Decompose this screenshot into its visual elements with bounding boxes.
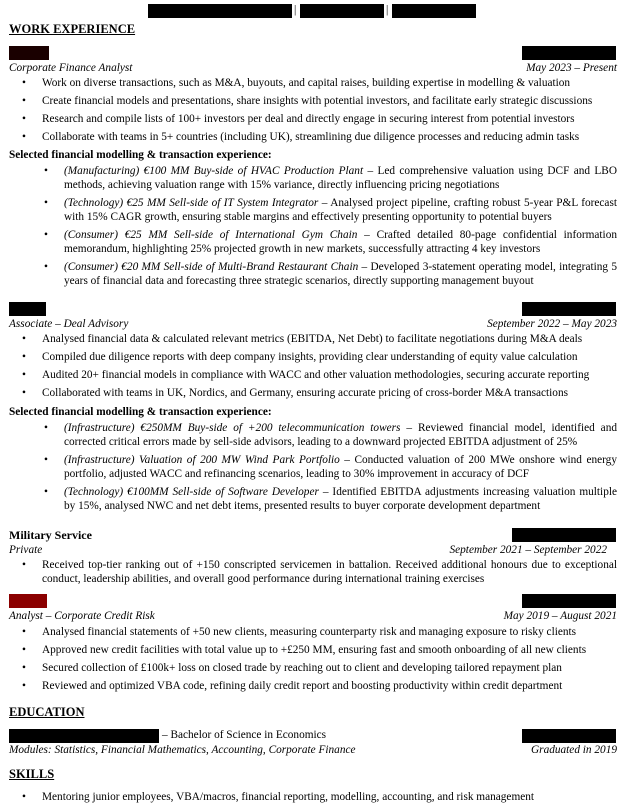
deal-item [64,260,617,292]
deal-item [64,421,617,453]
military-dates: September 2021 – September 2022 [449,544,607,556]
deal-item [64,485,617,517]
deal-text: – Developed 3-statement operating model, integrating 5 years of financial data and forecasting three strategic scenarios, directly supporting management buyout [64,261,617,288]
modules: Modules: Statistics, Financial Mathematics, Accounting, Corporate Finance [9,744,356,756]
deal-tag: (Consumer) €25 MM Sell-side of International Gym Chain [64,229,358,241]
list-item: • Approved new credit facilities with total value up to +£250 MM, ensuring fast and smooth onboarding of all new clients [42,643,617,661]
contact-separator: | [386,4,389,16]
redacted-employer [9,302,46,316]
military-role: Private [9,544,43,556]
deal-text: – Led comprehensive valuation using DCF and LBO methods, achieving valuation range with 15% variance, directly influencing pricing negotiations [64,165,617,192]
list-item: • Work on diverse transactions, such as M&A, buyouts, and capital raises, building expertise in modelling & valuation [42,76,617,94]
deal-text: – Reviewed financial model, identified and corrected critical errors made by sell-side advisors, leading to a downward projected EBITDA adjustment of 25% [64,422,617,449]
redacted-contact-2 [300,4,384,18]
deal-tag: (Infrastructure) €250MM Buy-side of +200 telecommunication towers [64,422,401,434]
job-header [9,317,617,331]
redacted-location [512,528,616,542]
deal-text: – Identified EBITDA adjustments increasing valuation multiple by 15%, analysed NWC and net debt items, presented results to buyer corporate development department [64,486,617,513]
list-item: • Compiled due diligence reports with deep company insights, providing clear understanding of equity value calculation [42,350,617,368]
list-item: • Mentoring junior employees, VBA/macros, financial reporting, modelling, accounting, and risk management [42,790,617,804]
list-item: • Create financial models and presentations, share insights with potential investors, and facilitate early strategic discussions [42,94,617,112]
deal-text: – Conducted valuation of 200 MWe onshore wind energy portfolio, adjusted WACC and refinancing scenarios, leading to 30% improvement in accuracy of DCF [64,454,617,481]
section-title-education: EDUCATION [9,705,85,719]
redacted-contact-3 [392,4,476,18]
sub-heading: Selected financial modelling & transaction experience: [9,406,272,418]
deal-list [64,421,617,517]
skills-bullets [42,790,617,804]
section-title-work: WORK EXPERIENCE [9,22,136,36]
job-team: – Corporate Credit Risk [42,610,155,622]
list-item: • Collaborate with teams in 5+ countries (including UK), streamlining due diligence processes and reducing admin tasks [42,130,617,148]
redacted-location [522,594,616,608]
military-bullets [42,558,617,586]
degree: – Bachelor of Science in Economics [162,729,327,741]
military-title: Military Service [9,528,92,542]
redacted-location [522,302,616,316]
deal-tag: (Manufacturing) €100 MM Buy-side of HVAC Production Plant [64,165,364,177]
redacted-employer [9,46,49,60]
list-item: • Collaborated with teams in UK, Nordics, and Germany, ensuring accurate pricing of cross-border M&A transactions [42,386,617,404]
job-bullets [42,332,617,404]
deal-item [64,453,617,485]
redacted-contact-1 [148,4,292,18]
sub-heading: Selected financial modelling & transaction experience: [9,149,272,161]
job-title [9,317,128,331]
redacted-university [9,729,159,743]
redacted-location [522,46,616,60]
deal-list [64,164,617,292]
list-item: • Reviewed and optimized VBA code, refining daily credit report and boosting productivity within credit department [42,679,617,697]
job-team: – Deal Advisory [52,318,129,330]
contact-separator: | [294,4,297,16]
deal-tag: (Technology) €100MM Sell-side of Software Developer [64,486,319,498]
job-bullets [42,625,617,697]
education-details [9,743,617,757]
list-item: • Analysed financial data & calculated relevant metrics (EBITDA, Net Debt) to facilitate negotiations during M&A deals [42,332,617,350]
job-role: Corporate Finance Analyst [9,62,133,74]
job-bullets [42,76,617,148]
deal-tag: (Infrastructure) Valuation of 200 MW Wind Park Portfolio [64,454,340,466]
list-item: • Analysed financial statements of +50 new clients, measuring counterparty risk and managing exposure to risky clients [42,625,617,643]
deal-tag: (Consumer) €20 MM Sell-side of Multi-Brand Restaurant Chain [64,261,359,273]
job-dates: May 2019 – August 2021 [503,610,617,622]
list-item [42,558,617,586]
deal-item [64,196,617,228]
deal-item [64,164,617,196]
deal-tag: (Technology) €25 MM Sell-side of IT System Integrator [64,197,319,209]
list-item: • Research and compile lists of 100+ investors per deal and directly engage in securing interest from potential investors [42,112,617,130]
list-item: • Audited 20+ financial models in compliance with WACC and other valuation methodologies, securing accurate reporting [42,368,617,386]
job-role: Analyst [9,610,43,622]
deal-item [64,228,617,260]
deal-text: – Crafted detailed 80-page confidential information memorandum, highlighting 25% projected growth in new markets, successfully attracting 4 key investors [64,229,617,256]
job-role: Associate [9,318,53,330]
redacted-location [522,729,616,743]
job-dates: September 2022 – May 2023 [487,318,617,330]
job-dates: May 2023 – Present [526,62,617,74]
job-title [9,609,155,623]
list-item: • Secured collection of £100k+ loss on closed trade by reaching out to client and developing tailored repayment plan [42,661,617,679]
section-title-skills: SKILLS [9,767,55,781]
graduated: Graduated in 2019 [531,744,617,756]
deal-text: – Analysed project pipeline, crafting robust 5-year P&L forecast with 15% CAGR growth, ensuring stable margins and effectively presenting opportunity to potential buyers [64,197,617,224]
military-text: Received top-tier ranking out of +150 conscripted servicemen in battalion. Received additional honours due to exceptional conduct, leadership abilities, and overall good performance during international training exercises [42,559,617,586]
redacted-employer [9,594,47,608]
job-header [9,61,617,75]
military-header [9,543,607,557]
job-header [9,609,617,623]
